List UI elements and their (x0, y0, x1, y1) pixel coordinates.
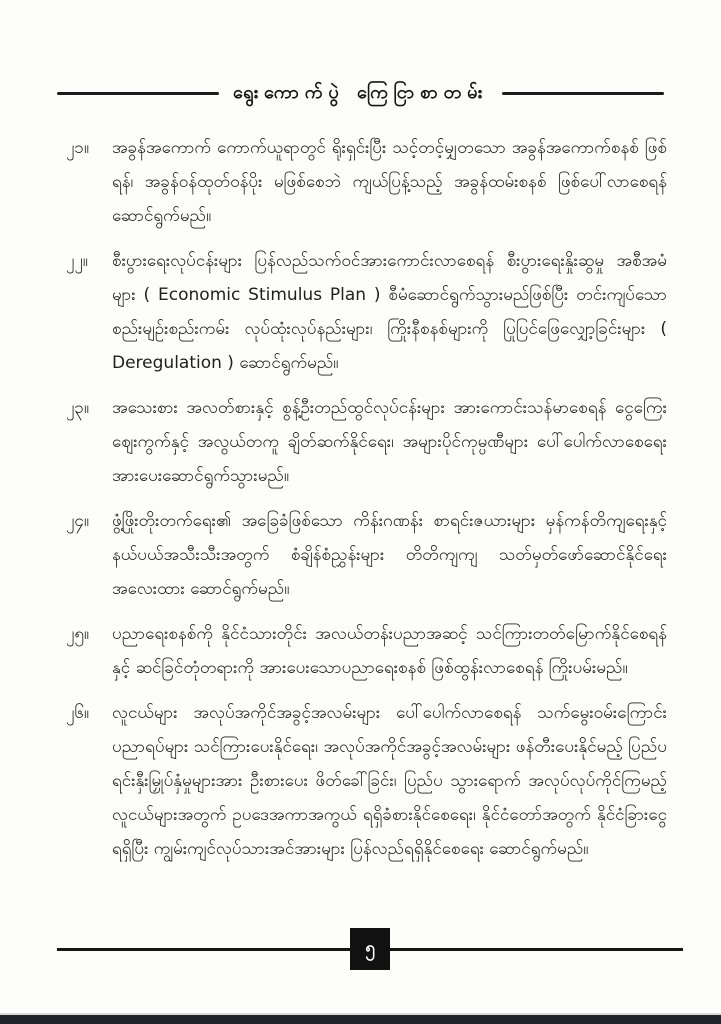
paragraph-number: ၂၆။ (66, 703, 90, 723)
paragraph-text: အခွန်အကောက် ကောက်ယူရာတွင် ရိုးရှင်းပြီး သင့်တင့်မျှတသော အခွန်အကောက်စနစ် ဖြစ်ရန်၊ အခွန်ဝန်ထုတ်ဝန်ပိုး မဖြစ်စေဘဲ ကျယ်ပြန့်သည့် အခွန်ထမ်းစနစ် ဖြစ်ပေါ်လာစေရန် ဆောင်ရွက်မည်။ (112, 138, 667, 226)
document-title: ရွေးကောက်ပွဲ ကြေငြာစာတမ်း (232, 82, 489, 103)
paragraph-text: ပညာရေးစနစ်ကို နိုင်ငံသားတိုင်း အလယ်တန်းပညာအဆင့် သင်ကြားတတ်မြောက်နိုင်စေရန်နှင့် ဆင်ခြင်တုံတရားကို အားပေးသောပညာရေးစနစ် ဖြစ်ထွန်းလာစေရန် ကြိုးပမ်းမည်။ (112, 624, 667, 678)
paragraph-26 (66, 696, 667, 866)
page-number-badge: ၅ (350, 928, 390, 970)
paragraph-number: ၂၁။ (66, 138, 90, 158)
paragraph-25 (66, 617, 667, 685)
paragraph-text: လူငယ်များ အလုပ်အကိုင်အခွင့်အလမ်းများ ပေါ်ပေါက်လာစေရန် သက်မွေးဝမ်းကြောင်း ပညာရပ်များ သင်ကြားပေးနိုင်ရေး၊ အလုပ်အကိုင်အခွင့်အလမ်းများ ဖန်တီးပေးနိုင်မည့် ပြည်ပရင်းနှီးမြှုပ်နှံမှုများအား ဦးစားပေး ဖိတ်ခေါ်ခြင်း၊ ပြည်ပ သွားရောက် အလုပ်လုပ်ကိုင်ကြမည့် လူငယ်များအတွက် ဥပဒေအကာအကွယ် ရရှိခံစားနိုင်စေရေး၊ နိုင်ငံတော်အတွက် နိုင်ငံခြားငွေရရှိပြီး ကျွမ်းကျင်လုပ်သားအင်အားများ ပြန်လည်ရရှိနိုင်စေရေး ဆောင်ရွက်မည်။ (112, 703, 667, 859)
paragraph-24 (66, 504, 667, 606)
paragraph-23 (66, 391, 667, 493)
scan-edge-bar (0, 1015, 721, 1024)
paragraph-text: အသေးစား အလတ်စားနှင့် စွန့်ဦးတည်ထွင်လုပ်ငန်းများ အားကောင်းသန်မာစေရန် ငွေကြေးဈေးကွက်နှင့် အလွယ်တကူ ချိတ်ဆက်နိုင်ရေး၊ အများပိုင်ကုမ္ပဏီများ ပေါ်ပေါက်လာစေရေး အားပေးဆောင်ရွက်သွားမည်။ (112, 398, 667, 486)
paragraph-22 (66, 244, 667, 380)
paragraph-number: ၂၃။ (66, 398, 90, 418)
page-header (0, 80, 721, 107)
paragraph-number: ၂၅။ (66, 624, 90, 644)
document-body (0, 107, 721, 866)
page-footer (57, 928, 683, 972)
paragraph-text: ဖွံ့ဖြိုးတိုးတက်ရေး၏ အခြေခံဖြစ်သော ကိန်းဂဏန်း စာရင်းဇယားများ မှန်ကန်တိကျရေးနှင့် နယ်ပယ်အသီးသီးအတွက် စံချိန်စံညွှန်းများ တိတိကျကျ သတ်မှတ်ဖော်ဆောင်နိုင်ရေး အလေးထား ဆောင်ရွက်မည်။ (112, 511, 667, 599)
paragraph-text: စီးပွားရေးလုပ်ငန်းများ ပြန်လည်သက်ဝင်အားကောင်းလာစေရန် စီးပွားရေးနှိုးဆွမှု အစီအမံများ ( Economic Stimulus Plan ) စီမံဆောင်ရွက်သွားမည်ဖြစ်ပြီး တင်းကျပ်သော စည်းမျဉ်းစည်းကမ်း လုပ်ထုံးလုပ်နည်းများ၊ ကြိုးနီစနစ်များကို ပြုပြင်ဖြေလျှော့ခြင်းများ ( Deregulation ) ဆောင်ရွက်မည်။ (112, 251, 667, 373)
header-rule-left (57, 92, 219, 95)
header-rule-right (502, 92, 664, 95)
paragraph-number: ၂၄။ (66, 511, 90, 531)
paragraph-number: ၂၂။ (66, 251, 88, 271)
paragraph-21 (66, 131, 667, 233)
